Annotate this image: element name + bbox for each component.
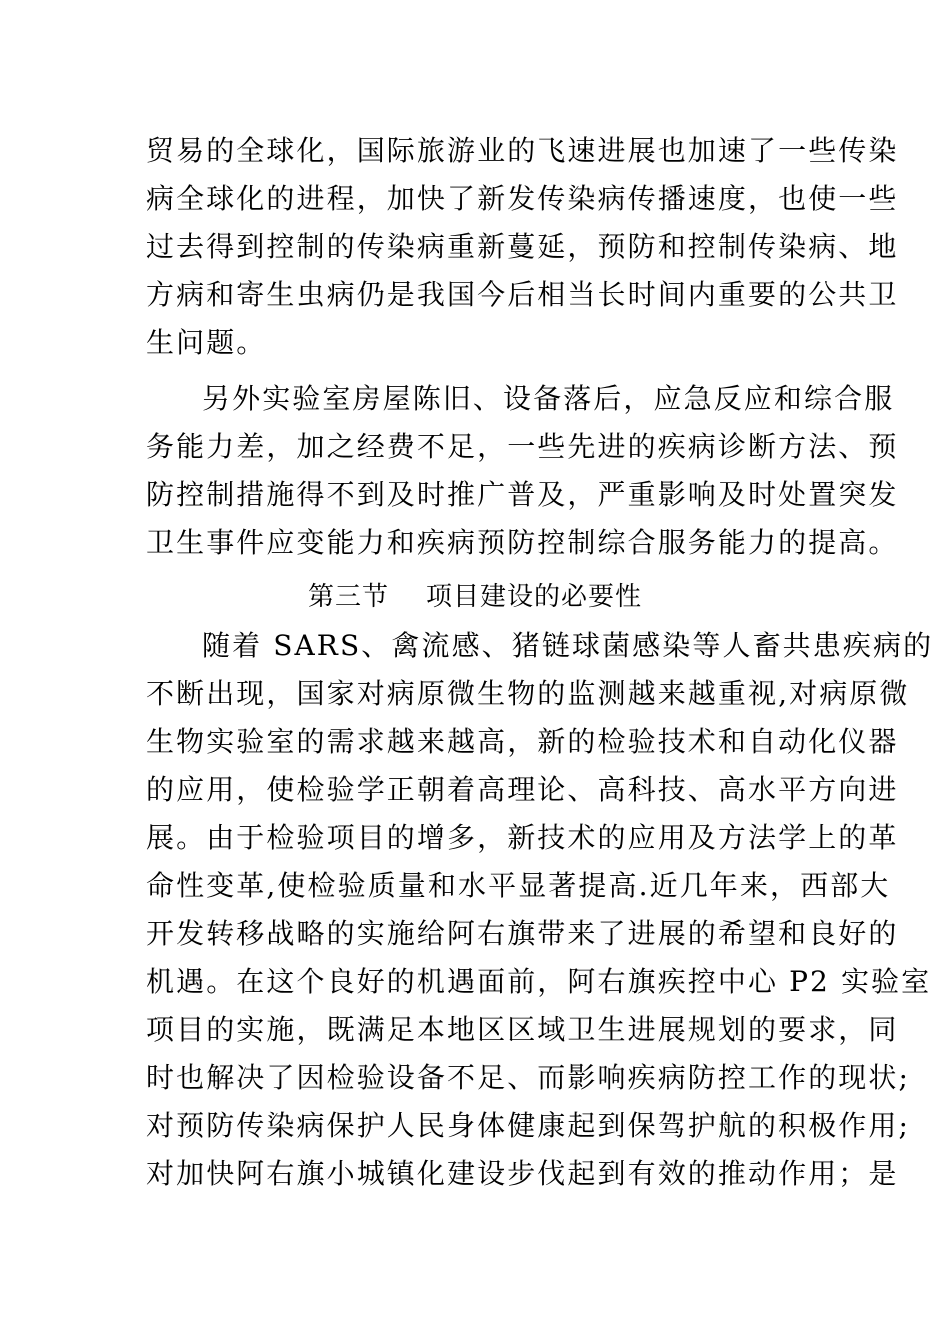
- paragraph-3-line-10: 时也解决了因检验设备不足、而影响疾病防控工作的现状;: [146, 1061, 911, 1094]
- paragraph-3-line-11: 对预防传染病保护人民身体健康起到保驾护航的积极作用;: [146, 1109, 911, 1142]
- paragraph-3-line-8: 机遇。在这个良好的机遇面前，阿右旗疾控中心 P2 实验室: [146, 965, 932, 998]
- paragraph-3-line-9: 项目的实施，既满足本地区区域卫生进展规划的要求，同: [146, 1013, 899, 1046]
- paragraph-2-line-2: 务能力差，加之经费不足，一些先进的疾病诊断方法、预: [146, 430, 899, 463]
- paragraph-1-line-4: 方病和寄生虫病仍是我国今后相当长时间内重要的公共卫: [146, 278, 899, 311]
- paragraph-3-line-5: 展。由于检验项目的增多，新技术的应用及方法学上的革: [146, 821, 899, 854]
- paragraph-1-line-1: 贸易的全球化，国际旅游业的飞速进展也加速了一些传染: [146, 134, 899, 167]
- section-heading: [0, 581, 950, 613]
- section-number: 第三节: [307, 582, 389, 612]
- paragraph-3-line-6: 命性变革,使检验质量和水平显著提高.近几年来，西部大: [146, 869, 891, 902]
- section-title: 项目建设的必要性: [426, 582, 643, 612]
- paragraph-3-line-12: 对加快阿右旗小城镇化建设步伐起到有效的推动作用；是: [146, 1157, 899, 1190]
- paragraph-3-line-4: 的应用，使检验学正朝着高理论、高科技、高水平方向进: [146, 773, 899, 806]
- paragraph-3-line-7: 开发转移战略的实施给阿右旗带来了进展的希望和良好的: [146, 917, 899, 950]
- paragraph-1-line-2: 病全球化的进程，加快了新发传染病传播速度，也使一些: [146, 182, 899, 215]
- paragraph-1-line-5: 生问题。: [146, 326, 267, 359]
- paragraph-3-line-2: 不断出现，国家对病原微生物的监测越来越重视,对病原微: [146, 677, 910, 710]
- paragraph-2-line-4: 卫生事件应变能力和疾病预防控制综合服务能力的提高。: [146, 526, 899, 559]
- paragraph-3-line-1: 随着 SARS、禽流感、猪链球菌感染等人畜共患疾病的: [202, 629, 934, 662]
- paragraph-3-line-3: 生物实验室的需求越来越高，新的检验技术和自动化仪器: [146, 725, 899, 758]
- paragraph-1-line-3: 过去得到控制的传染病重新蔓延，预防和控制传染病、地: [146, 230, 899, 263]
- paragraph-2-line-1: 另外实验室房屋陈旧、设备落后，应急反应和综合服: [202, 382, 895, 415]
- paragraph-2-line-3: 防控制措施得不到及时推广普及，严重影响及时处置突发: [146, 478, 899, 511]
